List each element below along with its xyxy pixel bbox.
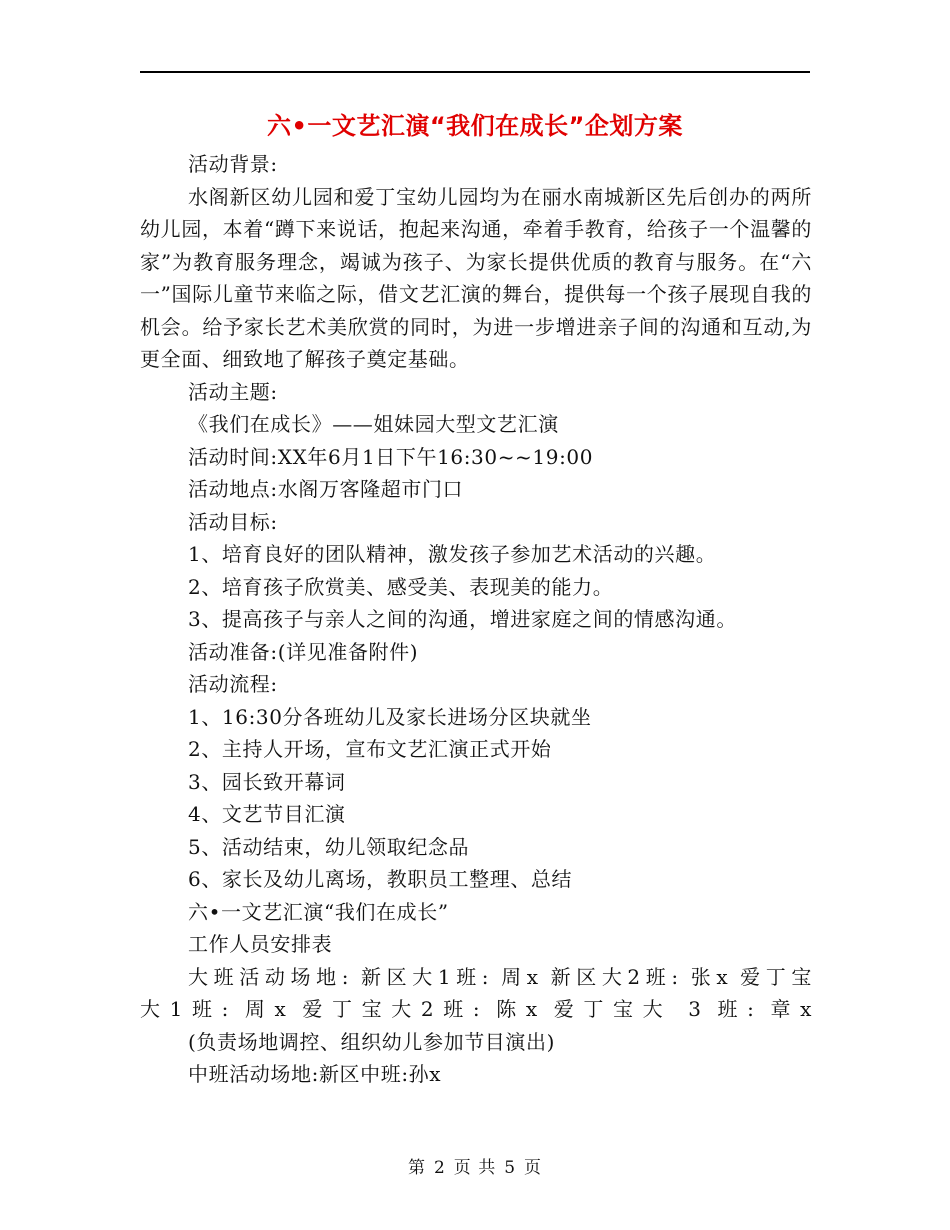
header-rule (140, 71, 810, 73)
background-paragraph: 水阁新区幼儿园和爱丁宝幼儿园均为在丽水南城新区先后创办的两所幼儿园，本着“蹲下来说话，抱起来沟通，牵着手教育，给孩子一个温馨的家”为教育服务理念，竭诚为孩子、为家长提供优质的教育与服务。在“六一”国际儿童节来临之际，借文艺汇演的舞台，提供每一个孩子展现自我的机会。给予家长艺术美欣赏的同时，为进一步增进亲子间的沟通和互动,为更全面、细致地了解孩子奠定基础。 (140, 184, 812, 371)
page-footer (0, 1153, 950, 1178)
goal-item: 2、培育孩子欣赏美、感受美、表现美的能力。 (188, 574, 614, 599)
heading-process: 活动流程: (188, 672, 278, 696)
total-pages: 5 (504, 1158, 517, 1178)
roster-line: 大1班: 周x 爱丁宝大2班: 陈x 爱丁宝大 3 班: 章x (140, 997, 812, 1021)
heading-background: 活动背景: (188, 152, 278, 176)
heading-theme: 活动主题: (188, 379, 278, 404)
goal-item: 1、培育良好的团队精神，激发孩子参加艺术活动的兴趣。 (188, 542, 717, 566)
footer-prefix: 第 (407, 1158, 426, 1178)
footer-mid: 页 共 (453, 1158, 497, 1178)
event-location: 活动地点:水阁万客隆超市门口 (188, 477, 464, 501)
theme-text: 《我们在成长》——姐妹园大型文艺汇演 (188, 412, 559, 436)
document-title: 六•一文艺汇演“我们在成长”企划方案 (267, 112, 683, 140)
process-item: 2、主持人开场，宣布文艺汇演正式开始 (188, 737, 552, 761)
middle-class-roster: 中班活动场地:新区中班:孙x (188, 1062, 442, 1086)
staff-table-subtitle: 工作人员安排表 (188, 932, 333, 956)
roster-note: (负责场地调控、组织幼儿参加节目演出) (188, 1029, 556, 1054)
roster-line: 大班活动场地: 新区大1班: 周x 新区大2班: 张x 爱丁宝 (188, 964, 812, 989)
process-item: 4、文艺节目汇演 (188, 802, 346, 826)
current-page-number: 2 (433, 1158, 446, 1178)
document-body (140, 148, 812, 1091)
process-item: 6、家长及幼儿离场，教职员工整理、总结 (188, 867, 573, 891)
preparation: 活动准备:(详见准备附件) (188, 639, 419, 664)
staff-table-title: 六•一文艺汇演“我们在成长” (188, 899, 449, 924)
event-time: 活动时间:XX年6月1日下午16:30~~19:00 (188, 444, 594, 469)
goal-item: 3、提高孩子与亲人之间的沟通，增进家庭之间的情感沟通。 (188, 607, 737, 631)
footer-suffix: 页 (524, 1158, 543, 1178)
heading-goals: 活动目标: (188, 509, 278, 534)
process-item: 1、16:30分各班幼儿及家长进场分区块就坐 (188, 704, 592, 729)
process-item: 3、园长致开幕词 (188, 769, 346, 794)
process-item: 5、活动结束，幼儿领取纪念品 (188, 834, 470, 859)
